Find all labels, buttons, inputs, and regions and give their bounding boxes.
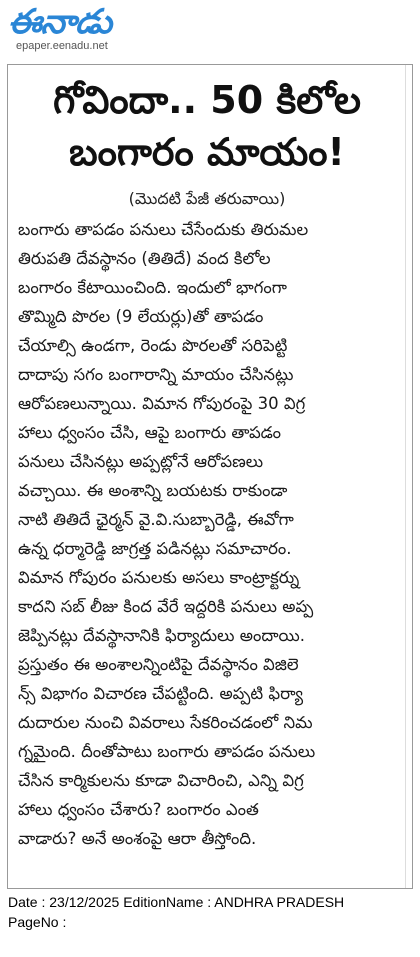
body-line: న్స్ విభాగం విచారణ చేపట్టింది. అప్పటి ఫిర్యా [18, 684, 304, 703]
body-line: వచ్చాయి. ఈ అంశాన్ని బయటకు రాకుండా [18, 481, 288, 500]
body-line: వాడారు? అనే అంశంపై ఆరా తీస్తోంది. [18, 829, 257, 848]
body-line: ఉన్న ధర్మారెడ్డి జాగ్రత్త పడినట్లు సమాచారం. [18, 539, 292, 558]
article-clipping [7, 64, 413, 889]
body-line: హాలు ధ్వంసం చేశారు? బంగారం ఎంత [18, 800, 259, 819]
date-edition-line: Date : 23/12/2025 EditionName : ANDHRA PRADESH [8, 894, 345, 910]
page-number-line: PageNo : [8, 914, 67, 930]
body-line: ప్రస్తుతం ఈ అంశాలన్నింటిపై దేవస్థానం విజిలె [18, 655, 299, 674]
body-line: బంగారం కేటాయించింది. ఇందులో భాగంగా [18, 278, 287, 297]
body-line: తొమ్మిది పొరల (9 లేయర్లు)తో తాపడం [18, 307, 264, 326]
body-line: కాదని సబ్ లీజు కింద వేరే ఇద్దరికి పనులు అప్ప [18, 597, 314, 616]
body-line: బంగారు తాపడం పనులు చేసేందుకు తిరుమల [18, 220, 309, 239]
site-url: epaper.eenadu.net [16, 40, 108, 52]
body-line: చేయాల్సి ఉండగా, రెండు పొరలతో సరిపెట్టి [18, 336, 288, 355]
eenadu-logo[interactable]: ఈనాడు [8, 2, 112, 42]
article-body [18, 215, 402, 853]
body-line: గ్నమైంది. దీంతోపాటు బంగారు తాపడం పనులు [18, 742, 316, 761]
continuation-note: (మొదటి పేజీ తరువాయి) [128, 189, 286, 208]
body-line: హాలు ధ్వంసం చేసి, ఆపై బంగారు తాపడం [18, 423, 281, 442]
body-line: దుదారుల నుంచి వివరాలు సేకరించడంలో నిమ [18, 713, 313, 732]
masthead [0, 0, 420, 62]
body-line: ఆరోపణలున్నాయి. విమాన గోపురంపై 30 విగ్ర [18, 394, 306, 413]
body-line: నాటి తితిదే ఛైర్మన్ వై.వి.సుబ్బారెడ్డి, ఈవోగా [18, 510, 294, 529]
edition-footer [8, 892, 344, 932]
clip-edge-strip [405, 65, 412, 888]
headline-line-1: గోవిందా.. 50 కిలోల [53, 78, 361, 122]
body-line: తిరుపతి దేవస్థానం (తితిదే) వంద కిలోల [18, 249, 271, 268]
body-line: జెప్పినట్లు దేవస్థానానికి ఫిర్యాదులు అందాయి. [18, 626, 305, 645]
body-line: దాదాపు సగం బంగారాన్ని మాయం చేసినట్లు [18, 365, 294, 384]
body-line: చేసిన కార్మికులను కూడా విచారించి, ఎన్ని విగ్ర [18, 771, 304, 790]
body-line: విమాన గోపురం పనులకు అసలు కాంట్రాక్టర్ను [18, 568, 300, 587]
body-line: పనులు చేసినట్లు అప్పట్లోనే ఆరోపణలు [18, 452, 264, 471]
headline-line-2: బంగారం మాయం! [69, 130, 345, 174]
